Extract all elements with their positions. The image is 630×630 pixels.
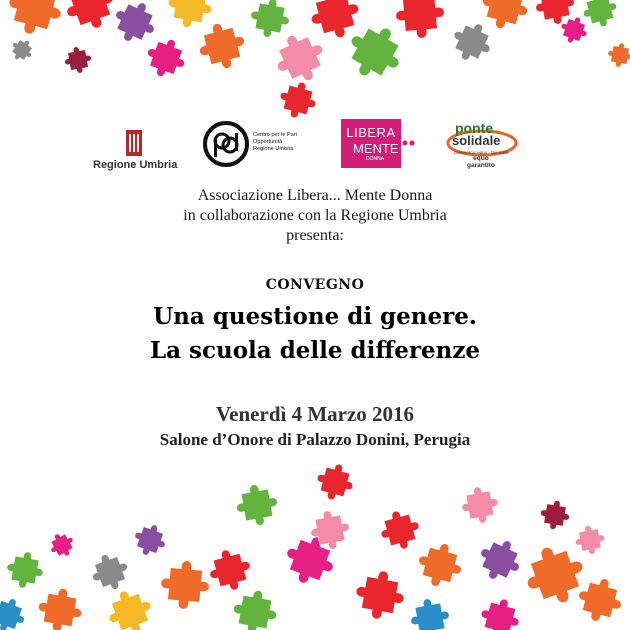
puzzle-piece — [35, 585, 86, 630]
intro-line-2: in collaborazione con la Regione Umbria — [183, 207, 447, 224]
regione-umbria-name: Regione Umbria — [93, 159, 178, 171]
regione-umbria-emblem-icon — [123, 128, 145, 158]
puzzle-piece — [230, 587, 281, 630]
puzzle-piece — [194, 18, 250, 74]
pari-line-3: Regione Umbria — [253, 146, 294, 152]
puzzle-piece — [165, 0, 216, 31]
intro-line-1: Associazione Libera... Mente Donna — [197, 187, 433, 204]
pari-opportunita-logo-icon — [203, 121, 249, 167]
puzzle-piece — [606, 41, 630, 69]
puzzle-piece — [413, 538, 466, 591]
puzzle-piece — [45, 528, 78, 561]
puzzle-piece — [394, 0, 447, 40]
puzzle-piece — [376, 506, 424, 554]
puzzle-piece — [233, 481, 281, 529]
puzzle-piece — [268, 26, 332, 90]
puzzle-piece — [579, 0, 621, 31]
puzzle-piece — [408, 596, 453, 630]
libera-word: LIBERA — [346, 125, 396, 140]
puzzle-piece — [459, 484, 501, 526]
donna-word: DONNA — [366, 156, 385, 162]
fair-trade-tagline: commercio equo - fair trade — [454, 150, 510, 155]
puzzle-piece — [538, 498, 572, 532]
puzzle-piece — [141, 33, 191, 83]
puzzle-piece — [108, 0, 163, 49]
puzzle-piece — [476, 594, 524, 630]
dots-icon — [402, 140, 416, 146]
puzzle-piece — [102, 584, 158, 630]
puzzle-piece — [0, 593, 30, 630]
puzzle-piece — [87, 549, 134, 596]
puzzle-piece — [63, 45, 94, 76]
puzzle-piece — [159, 559, 212, 612]
puzzle-piece — [7, 35, 37, 65]
equo-word: equo — [473, 155, 489, 162]
ponte-word: ponte — [455, 120, 494, 136]
event-venue: Salone d’Onore di Palazzo Donini, Perugia — [159, 430, 471, 449]
event-date: Venerdì 4 Marzo 2016 — [215, 402, 415, 426]
solidale-word: solidale — [452, 133, 501, 148]
puzzle-piece — [59, 0, 121, 36]
puzzle-piece — [313, 460, 358, 505]
intro-line-3: presenta: — [286, 227, 344, 244]
puzzle-piece — [205, 545, 255, 595]
pari-line-1: Centro per le Pari — [253, 132, 297, 138]
pari-line-2: Opportunità — [253, 139, 283, 145]
libera-mente-donna-logo-icon — [341, 119, 401, 168]
event-title-line-2: La scuola delle differenze — [149, 337, 481, 364]
puzzle-piece — [276, 78, 321, 123]
puzzle-piece — [473, 533, 528, 588]
puzzle-piece — [352, 567, 408, 623]
puzzle-piece — [518, 538, 593, 613]
puzzle-piece — [130, 520, 170, 560]
puzzle-piece — [573, 523, 607, 557]
garantito-word: garantito — [467, 161, 495, 169]
event-type: CONVEGNO — [265, 277, 365, 293]
puzzle-piece — [248, 0, 293, 40]
puzzle-piece — [477, 0, 533, 34]
puzzle-piece — [2, 0, 67, 41]
event-title-line-1: Una questione di genere. — [153, 303, 477, 330]
puzzle-piece — [557, 13, 591, 47]
puzzle-piece — [573, 573, 626, 626]
puzzle-piece — [4, 549, 46, 591]
puzzle-piece — [446, 16, 498, 68]
mente-word: MENTE — [353, 141, 399, 156]
